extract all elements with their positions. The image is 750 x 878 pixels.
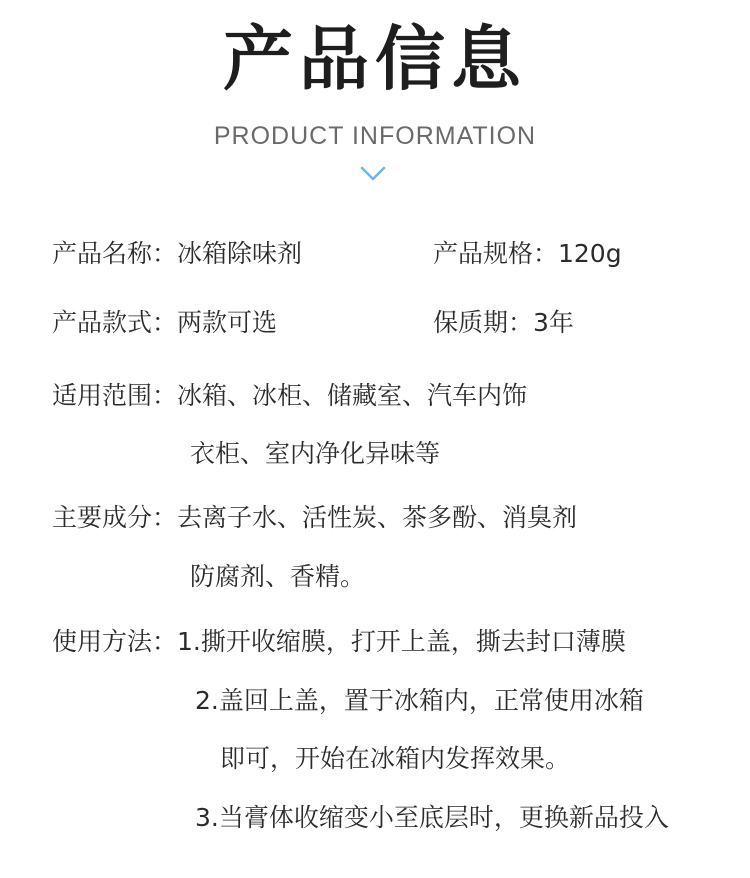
usage-line-3: 即可，开始在冰箱内发挥效果。 — [220, 744, 571, 773]
product-size: 产品规格：120g — [433, 239, 622, 268]
product-name: 产品名称：冰箱除味剂 — [52, 239, 303, 268]
shelf-life: 保质期：3年 — [433, 308, 574, 337]
ingredients-line-1: 主要成分：去离子水、活性炭、茶多酚、消臭剂 — [52, 503, 578, 532]
ingredients-line-2: 防腐剂、香精。 — [190, 562, 366, 591]
page-subtitle: PRODUCT INFORMATION — [213, 122, 537, 150]
chevron-down-icon — [360, 166, 386, 182]
usage-line-4: 3.当膏体收缩变小至底层时，更换新品投入 — [195, 803, 669, 832]
page-title: 产品信息 — [223, 18, 527, 100]
usage-line-2: 2.盖回上盖，置于冰箱内，正常使用冰箱 — [195, 686, 644, 715]
usage-line-1: 使用方法：1.撕开收缩膜，打开上盖，撕去封口薄膜 — [52, 627, 626, 656]
scope-line-1: 适用范围：冰箱、冰柜、储藏室、汽车内饰 — [52, 381, 528, 410]
scope-line-2: 衣柜、室内净化异味等 — [190, 439, 441, 468]
product-style: 产品款式：两款可选 — [52, 308, 278, 337]
